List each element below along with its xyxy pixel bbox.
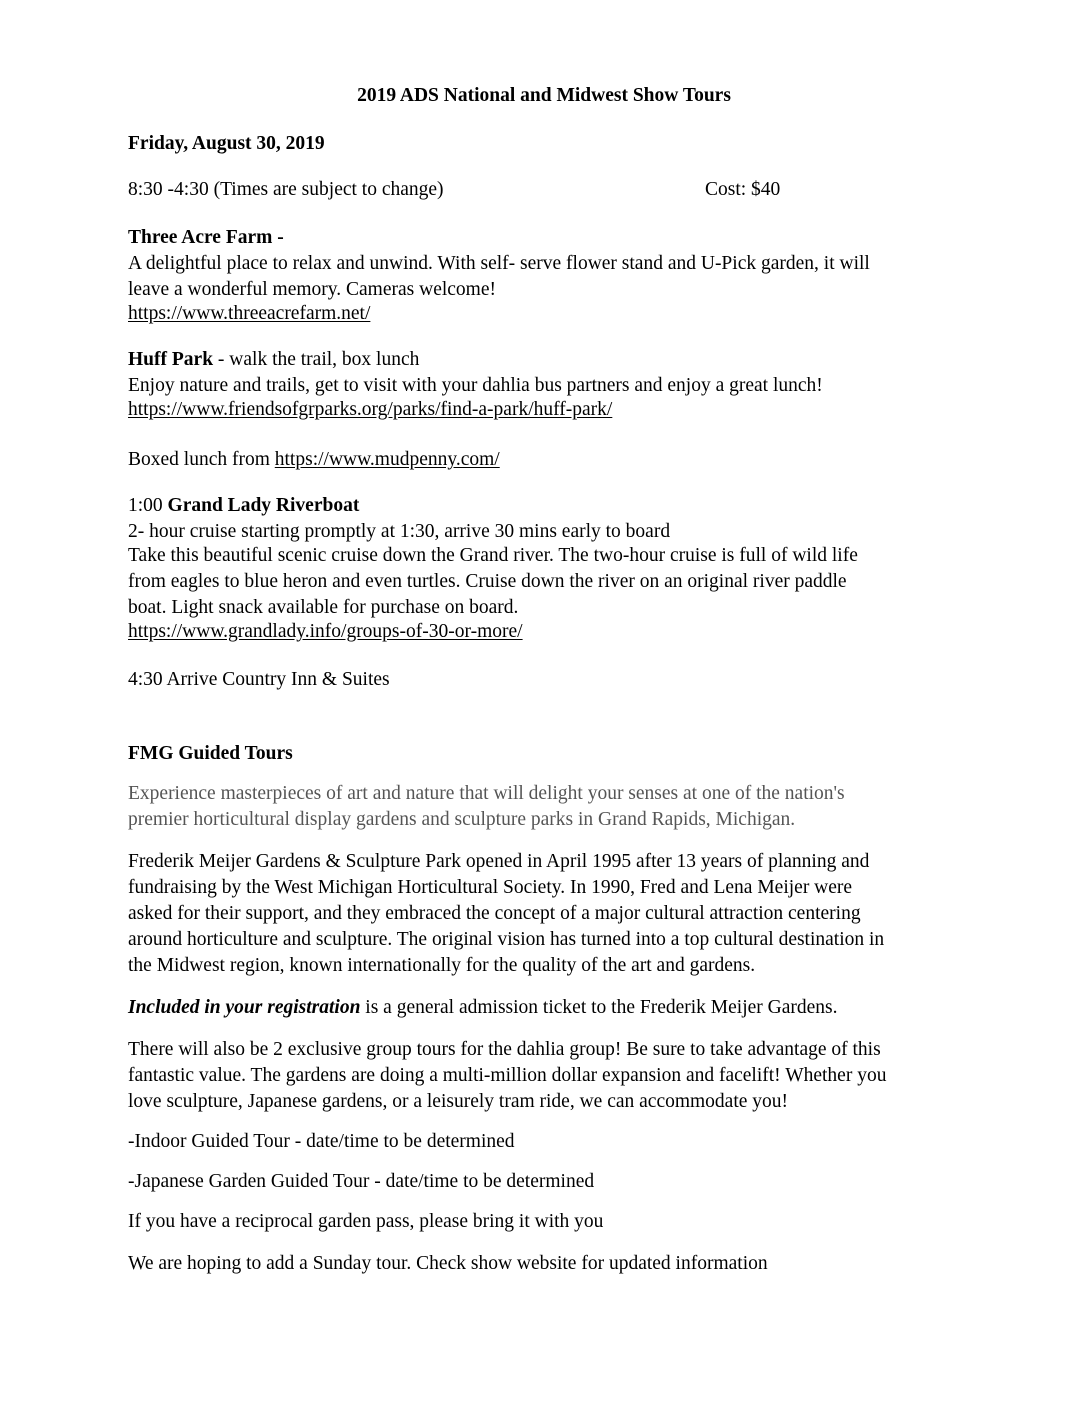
- fmg-para1-line-5: the Midwest region, known internationally for the quality of the art and gardens.: [128, 955, 756, 976]
- three-acre-link[interactable]: https://www.threeacrefarm.net/: [128, 303, 371, 324]
- document-title: 2019 ADS National and Midwest Show Tours: [357, 85, 731, 106]
- fmg-intro-2: premier horticultural display gardens and sculpture parks in Grand Rapids, Michigan.: [128, 809, 796, 830]
- three-acre-heading: Three Acre Farm -: [128, 227, 284, 248]
- three-acre-desc-2: leave a wonderful memory. Cameras welcome!: [128, 279, 496, 300]
- fmg-para2-line-2: fantastic value. The gardens are doing a multi-million dollar expansion and facelift! Whether you: [128, 1065, 887, 1086]
- fmg-intro-1: Experience masterpieces of art and nature that will delight your senses at one of the nation's: [128, 783, 845, 804]
- riverboat-heading: [128, 496, 359, 516]
- riverboat-desc-1: 2- hour cruise starting promptly at 1:30, arrive 30 mins early to board: [128, 521, 671, 542]
- huff-park-title: Huff Park: [128, 349, 214, 370]
- fmg-para1-line-4: around horticulture and sculpture. The original vision has turned into a top cultural destination in: [128, 929, 885, 950]
- fmg-para2-line-3: love sculpture, Japanese gardens, or a leisurely tram ride, we can accommodate you!: [128, 1091, 789, 1112]
- fmg-para1-line-2: fundraising by the West Michigan Horticultural Society. In 1990, Fred and Lena Meijer were: [128, 877, 853, 898]
- japanese-garden-tour: -Japanese Garden Guided Tour - date/time to be determined: [128, 1171, 595, 1192]
- included-text: is a general admission ticket to the Frederik Meijer Gardens.: [360, 997, 838, 1018]
- cost: Cost: $40: [705, 179, 781, 200]
- fmg-para2-line-1: There will also be 2 exclusive group tours for the dahlia group! Be sure to take advantage of this: [128, 1039, 881, 1060]
- mudpenny-link[interactable]: https://www.mudpenny.com/: [274, 449, 500, 470]
- boxed-lunch: [128, 450, 500, 470]
- huff-park-heading: [128, 350, 419, 370]
- indoor-tour: -Indoor Guided Tour - date/time to be determined: [128, 1131, 515, 1152]
- schedule-times: 8:30 -4:30 (Times are subject to change): [128, 179, 444, 200]
- riverboat-desc-4: boat. Light snack available for purchase on board.: [128, 597, 519, 618]
- huff-park-desc: Enjoy nature and trails, get to visit with your dahlia bus partners and enjoy a great lunch!: [128, 375, 823, 396]
- riverboat-desc-2: Take this beautiful scenic cruise down the Grand river. The two-hour cruise is full of wild life: [128, 545, 858, 566]
- reciprocal-pass: If you have a reciprocal garden pass, please bring it with you: [128, 1211, 604, 1232]
- boxed-lunch-prefix: Boxed lunch from: [128, 449, 275, 470]
- riverboat-title: Grand Lady Riverboat: [167, 495, 360, 516]
- riverboat-link[interactable]: https://www.grandlady.info/groups-of-30-or-more/: [128, 621, 523, 642]
- arrive-inn: 4:30 Arrive Country Inn & Suites: [128, 669, 390, 690]
- fmg-para1-line-3: asked for their support, and they embraced the concept of a major cultural attraction centering: [128, 903, 861, 924]
- included-registration: [128, 998, 838, 1018]
- included-label: Included in your registration: [128, 997, 361, 1018]
- event-date: Friday, August 30, 2019: [128, 133, 325, 154]
- huff-park-link[interactable]: https://www.friendsofgrparks.org/parks/find-a-park/huff-park/: [128, 399, 613, 420]
- fmg-para1-line-1: Frederik Meijer Gardens & Sculpture Park opened in April 1995 after 13 years of planning and: [128, 851, 870, 872]
- riverboat-desc-3: from eagles to blue heron and even turtles. Cruise down the river on an original river paddle: [128, 571, 847, 592]
- huff-park-subtitle: - walk the trail, box lunch: [213, 349, 420, 370]
- sunday-tour: We are hoping to add a Sunday tour. Check show website for updated information: [128, 1253, 768, 1274]
- fmg-heading: FMG Guided Tours: [128, 743, 293, 764]
- riverboat-time: 1:00: [128, 495, 168, 516]
- three-acre-desc-1: A delightful place to relax and unwind. With self- serve flower stand and U-Pick garden, it will: [128, 253, 870, 274]
